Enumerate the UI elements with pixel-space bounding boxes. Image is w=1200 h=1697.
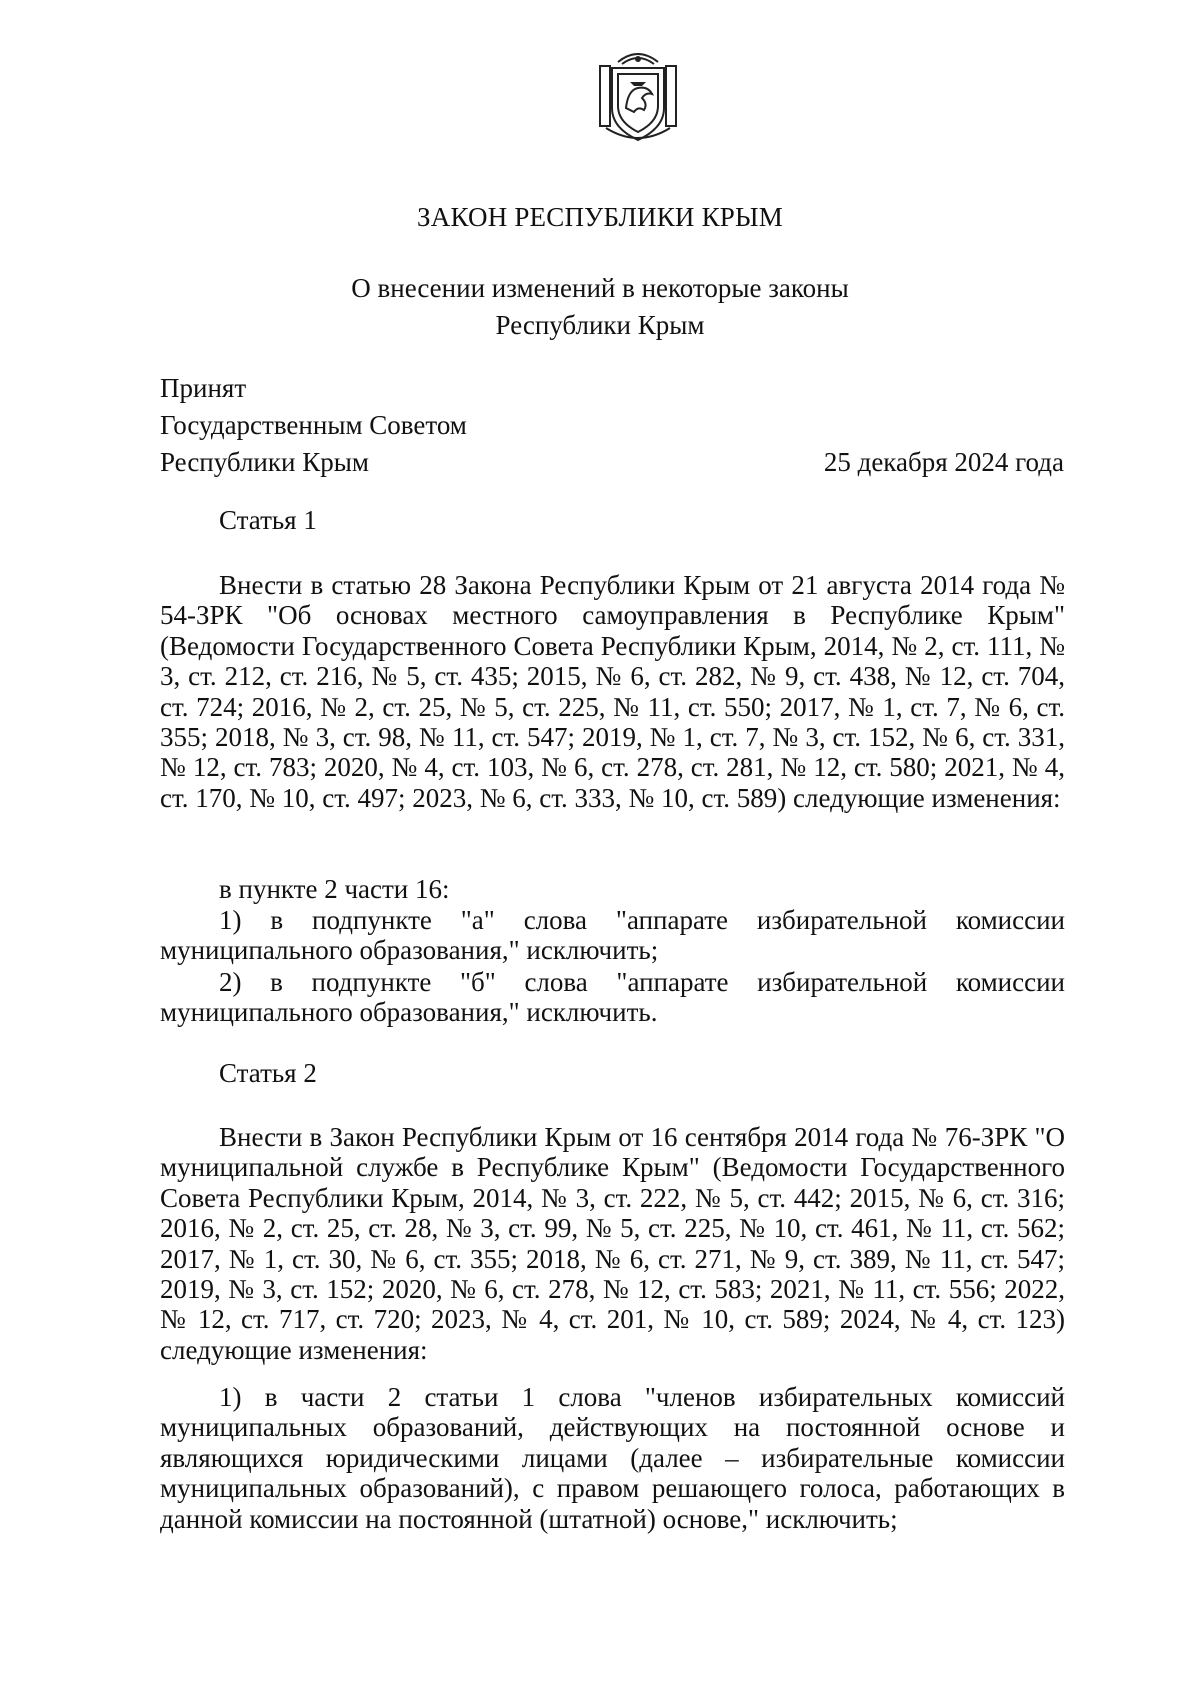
article-1-clause: в пункте 2 части 16: (219, 874, 450, 904)
adoption-block (160, 370, 467, 481)
adoption-date: 25 декабря 2024 года (823, 447, 1064, 477)
article-1-intro: Внести в статью 28 Закона Республики Крым от 21 августа 2014 года № 54-ЗРК "Об основах местного самоуправления в Республике Крым" (Ведомости Государственного Совета Республики Крым, 2014, № 2, ст. 111, № 3, ст. 212, ст. 216, № 5, ст. 435; 2015, № 6, ст. 282, № 9, ст. 438, № 12, ст. 704, ст. 724; 2016, № 2, ст. 25, № 5, ст. 225, № 11, ст. 550; 2017, № 1, ст. 7, № 6, ст. 355; 2018, № 3, ст. 98, № 11, ст. 547; 2019, № 1, ст. 7, № 3, ст. 152, № 6, ст. 331, № 12, ст. 783; 2020, № 4, ст. 103, № 6, ст. 278, ст. 281, № 12, ст. 580; 2021, № 4, ст. 170, № 10, ст. 497; 2023, № 6, ст. 333, № 10, ст. 589) следующие изменения: (160, 570, 1065, 813)
adopted-line-1: Принят (160, 373, 247, 403)
article-1-item-1: 1) в подпункте "а" слова "аппарате избирательной комиссии муниципального образования," исключить; (160, 905, 1065, 966)
article-2-heading: Статья 2 (219, 1058, 317, 1088)
subtitle-line-2: Республики Крым (495, 310, 705, 340)
adopted-line-3: Республики Крым (160, 447, 369, 477)
article-1-item-2: 2) в подпункте "б" слова "аппарате избирательной комиссии муниципального образования," исключить. (160, 967, 1065, 1028)
article-2-intro: Внести в Закон Республики Крым от 16 сентября 2014 года № 76-ЗРК "О муниципальной службе в Республике Крым" (Ведомости Государственного Совета Республики Крым, 2014, № 3, ст. 222, № 5, ст. 442; 2015, № 6, ст. 316; 2016, № 2, ст. 25, ст. 28, № 3, ст. 99, № 5, ст. 225, № 10, ст. 461, № 11, ст. 562; 2017, № 1, ст. 30, № 6, ст. 355; 2018, № 6, ст. 271, № 9, ст. 389, № 11, ст. 547; 2019, № 3, ст. 152; 2020, № 6, ст. 278, № 12, ст. 583; 2021, № 11, ст. 556; 2022, № 12, ст. 717, ст. 720; 2023, № 4, ст. 201, № 10, ст. 589; 2024, № 4, ст. 123) следующие изменения: (160, 1122, 1065, 1365)
subtitle-line-1: О внесении изменений в некоторые законы (351, 273, 849, 303)
adopted-line-2: Государственным Советом (160, 410, 467, 440)
document-subtitle (300, 270, 900, 344)
article-2-item-1: 1) в части 2 статьи 1 слова "членов избирательных комиссий муниципальных образований, действующих на постоянной основе и являющихся юридическими лицами (далее – избирательные комиссии муниципальных образований), с правом решающего голоса, работающих в данной комиссии на постоянной (штатной) основе," исключить; (160, 1382, 1065, 1534)
article-1-heading: Статья 1 (219, 505, 317, 535)
crimea-coat-of-arms-icon (596, 48, 680, 146)
document-title: ЗАКОН РЕСПУБЛИКИ КРЫМ (417, 202, 783, 232)
